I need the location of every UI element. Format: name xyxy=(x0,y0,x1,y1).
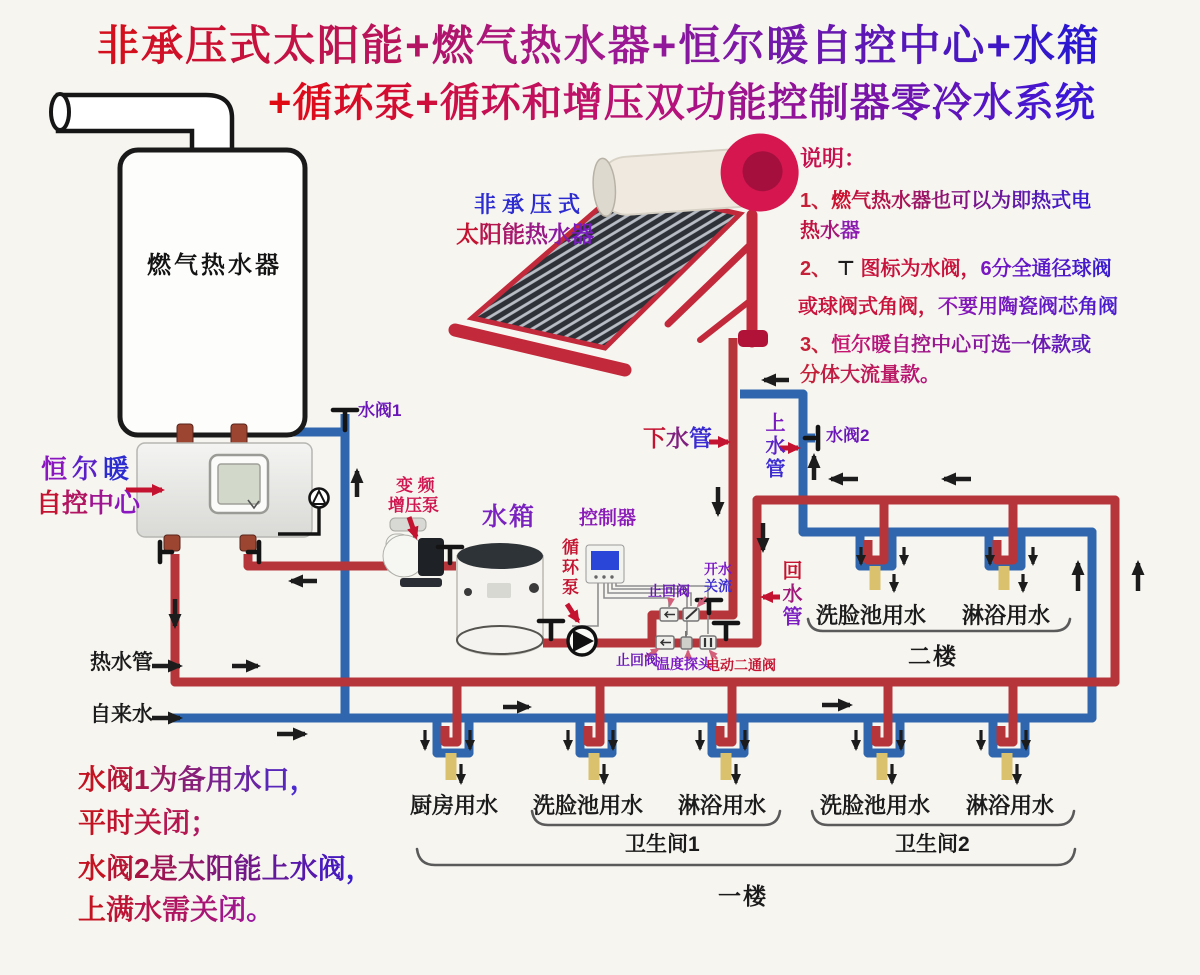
hot-water-pipes xyxy=(175,338,1115,742)
bathroom1-label: 卫生间1 xyxy=(625,833,700,856)
diagram-title-line2: +循环泵+循环和增压双功能控制器零冷水系统 xyxy=(268,81,1096,125)
temperature-probe-label: 温度探头 xyxy=(656,656,712,672)
footnote-line2: 平时关闭； xyxy=(78,807,219,838)
motorized-valve-icon xyxy=(700,636,716,649)
control-center-label-line2: 自控中心 xyxy=(36,488,141,518)
kitchen-label: 厨房用水 xyxy=(410,793,499,818)
valve1-icon xyxy=(333,410,357,430)
note-2-line2: 或球阀式角阀，不要用陶瓷阀芯角阀 xyxy=(798,296,1118,318)
basin-1f-bath2-label: 洗脸池用水 xyxy=(820,793,931,818)
notes-heading: 说明： xyxy=(800,146,867,171)
shower-1f-bath2-label: 淋浴用水 xyxy=(966,793,1055,818)
basin-1f-bath1-label: 洗脸池用水 xyxy=(533,793,644,818)
gas-heater-label: 燃气热水器 xyxy=(147,252,282,279)
basin-2f-label: 洗脸池用水 xyxy=(816,603,927,628)
footnote-line3: 水阀2是太阳能上水阀， xyxy=(78,853,374,884)
solar-tank xyxy=(590,131,801,223)
note-2-line1: 2、 ⊤ 图标为水阀，6分全通径球阀 xyxy=(800,258,1112,280)
controller-screen xyxy=(591,551,619,570)
lcd-screen xyxy=(218,464,260,504)
pressure-gauge-icon xyxy=(310,489,329,508)
floor1-label: 一楼 xyxy=(718,883,768,909)
bathroom2-label: 卫生间2 xyxy=(895,833,970,856)
check-valve-upper-icon xyxy=(660,608,678,621)
control-center-label-line1: 恒尔暖 xyxy=(41,454,135,484)
check-valve-upper-label: 止回阀 xyxy=(648,583,690,599)
solar-water-heater xyxy=(455,131,801,370)
control-center-unit xyxy=(137,443,329,551)
storage-tank xyxy=(457,543,543,655)
water-tank-label: 水箱 xyxy=(482,503,537,531)
booster-pump-label-line1: 变 频 xyxy=(396,476,435,495)
note-3-line2: 分体大流量款。 xyxy=(800,364,940,386)
footnote-line4: 上满水需关闭。 xyxy=(78,894,275,925)
circulation-controller xyxy=(586,545,624,583)
valve1-label: 水阀1 xyxy=(358,401,402,420)
circulation-pump-icon xyxy=(568,627,596,655)
flue-pipe xyxy=(58,95,232,152)
valve-icon xyxy=(714,623,738,639)
box-fitting-right xyxy=(240,535,256,551)
check-valve-lower-label: 止回阀 xyxy=(616,652,658,668)
solar-heater-label-line1: 非承压式 xyxy=(474,192,587,217)
motor-valve-label: 电动二通阀 xyxy=(706,657,776,673)
flow-switch-label-line1: 开水 xyxy=(704,561,732,577)
shower-1f-bath1-label: 淋浴用水 xyxy=(678,793,767,818)
diagram-title-line1: 非承压式太阳能+燃气热水器+恒尔暖自控中心+水箱 xyxy=(97,22,1101,69)
circulation-pump-label: 循环泵 xyxy=(559,538,578,598)
box-fitting-left xyxy=(164,535,180,551)
flow-switch-label-line2: 关流 xyxy=(704,578,732,594)
note-3-line1: 3、恒尔暖自控中心可选一体款或 xyxy=(800,334,1092,356)
controller-label: 控制器 xyxy=(579,508,637,529)
down-pipe-label: 下水管 xyxy=(643,425,712,451)
flow-switch-icon xyxy=(683,608,699,621)
stand-foot xyxy=(738,330,768,347)
note-1-line1: 1、燃气热水器也可以为即热式电 xyxy=(800,190,1092,212)
flue-opening xyxy=(51,94,69,130)
mains-water-label: 自来水 xyxy=(90,703,153,726)
check-valve-lower-icon xyxy=(656,636,674,649)
hot-water-pipe-label: 热水管 xyxy=(90,651,153,674)
floor2-label: 二楼 xyxy=(908,643,958,669)
note-1-line2: 热水器 xyxy=(800,220,860,242)
return-pipe-label: 回水管 xyxy=(779,560,801,629)
solar-heater-label-line2: 太阳能热水器 xyxy=(456,221,594,247)
up-pipe-label: 上水管 xyxy=(762,412,784,481)
shower-2f-label: 淋浴用水 xyxy=(962,603,1051,628)
footnote-line1: 水阀1为备用水口， xyxy=(78,764,318,795)
temperature-probe-icon xyxy=(681,631,692,649)
valve2-label: 水阀2 xyxy=(826,426,870,445)
booster-pump-label-line2: 增压泵 xyxy=(388,496,439,515)
